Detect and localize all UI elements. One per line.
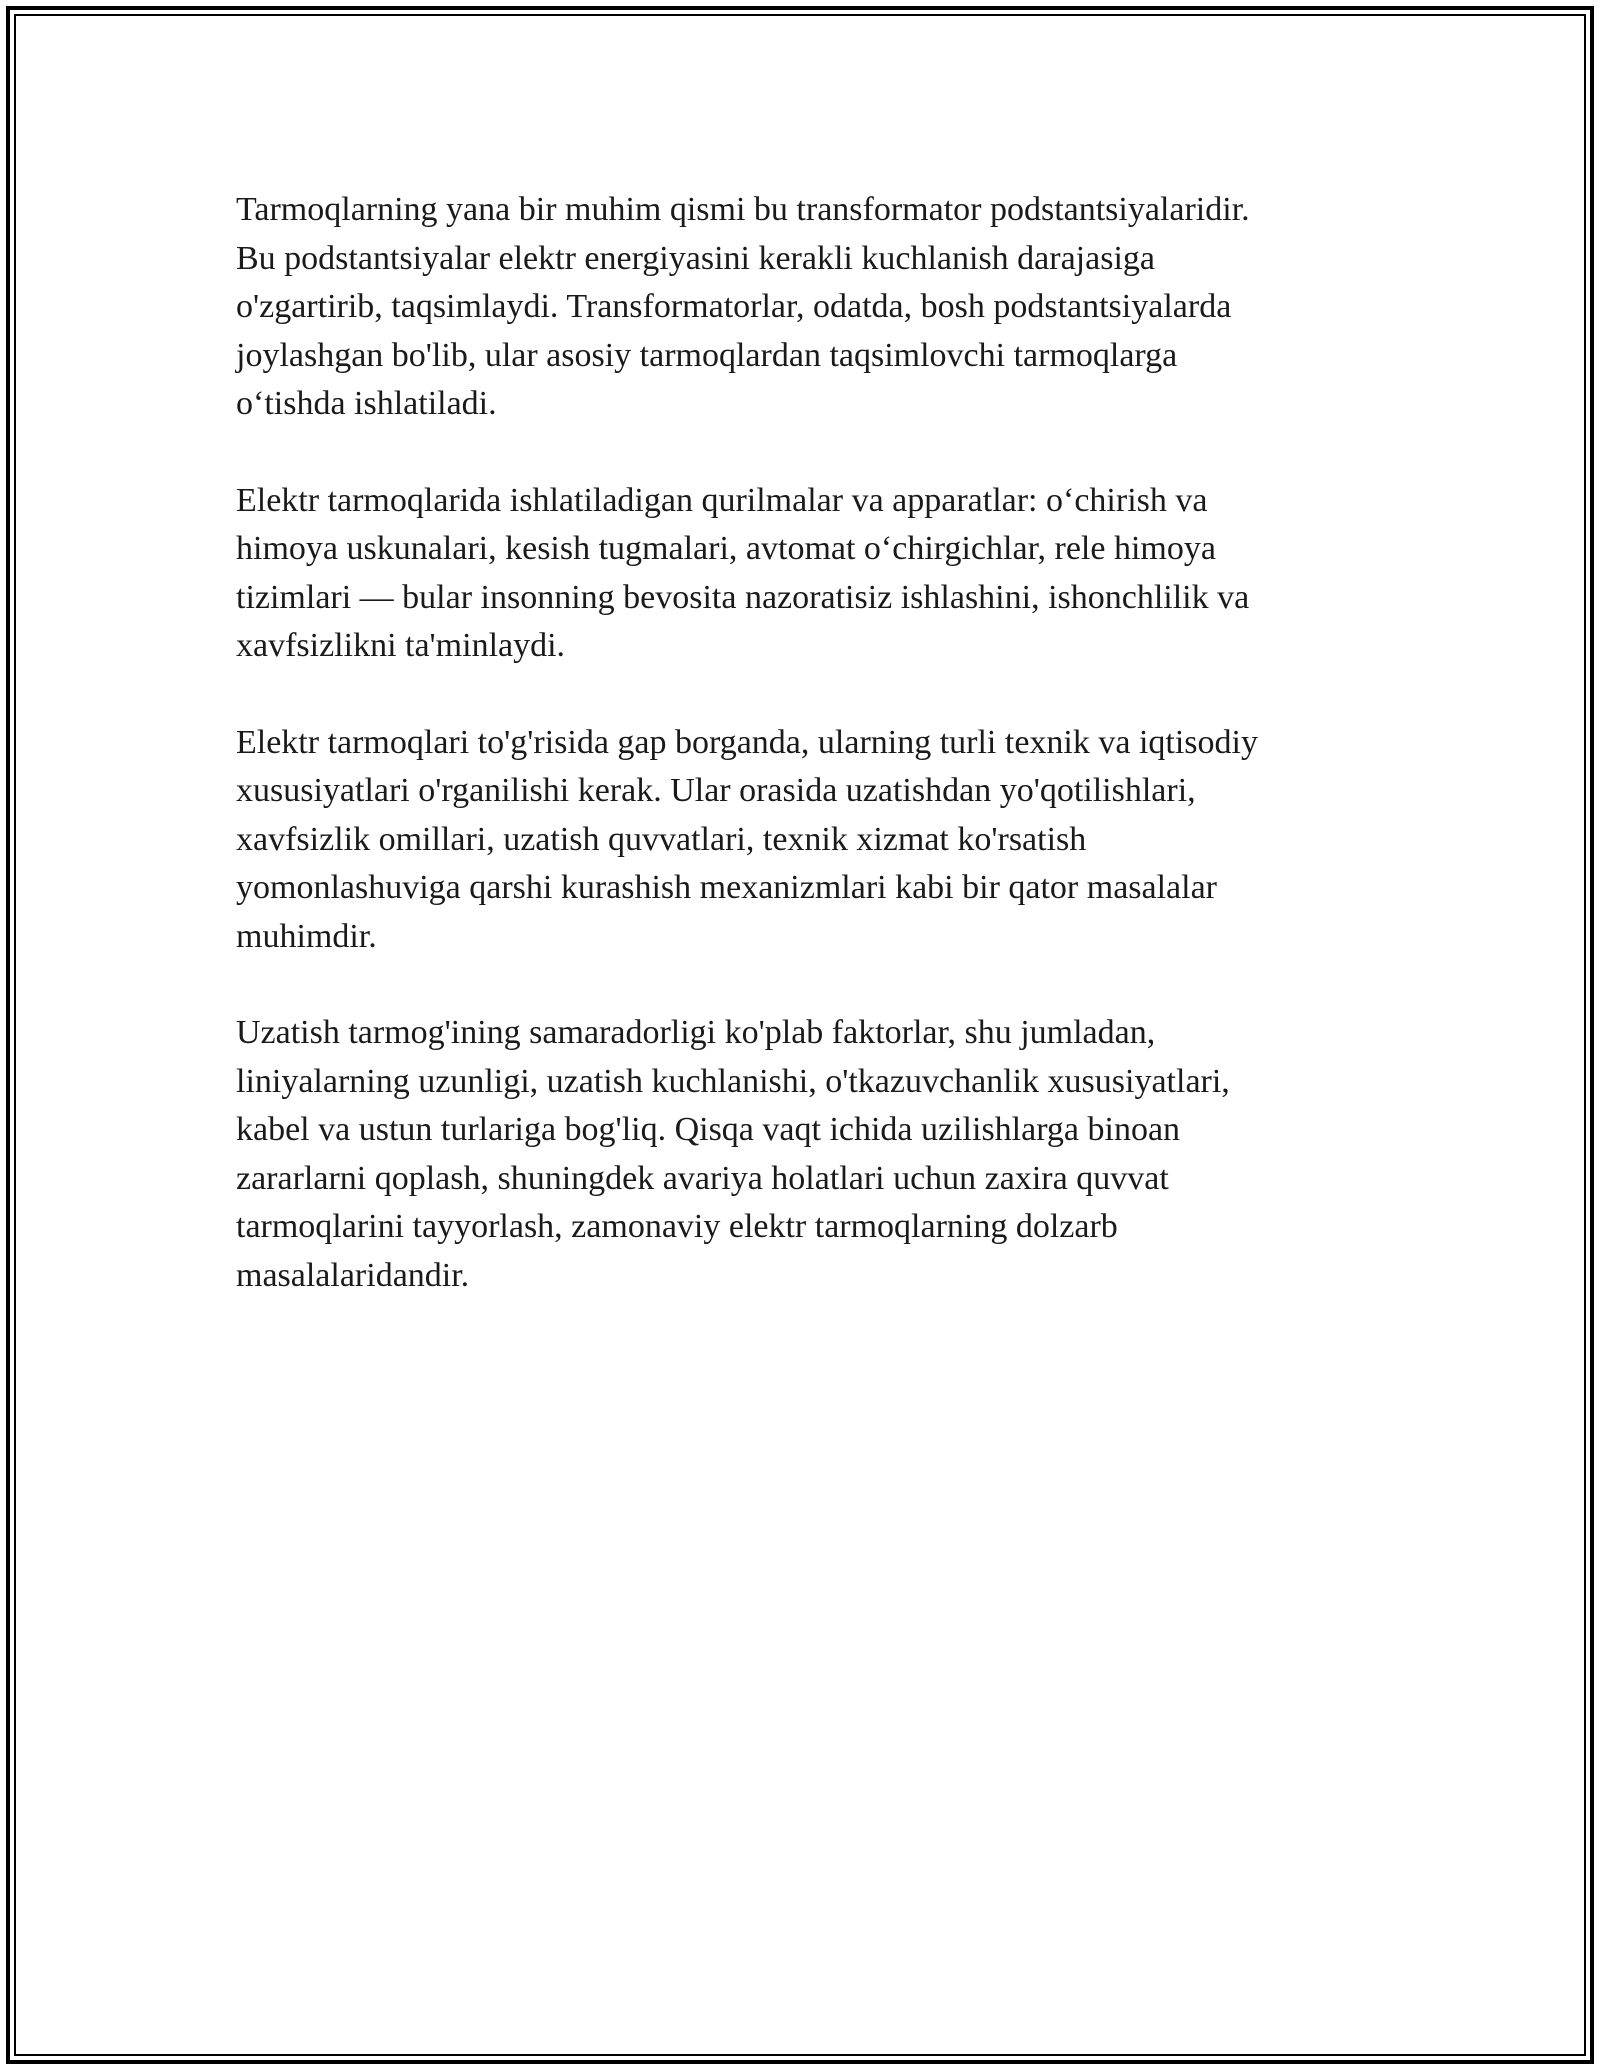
paragraph-network-characteristics: Elektr tarmoqlari to'g'risida gap borganda, ularning turli texnik va iqtisodiy xususiyatlari o'rganilishi kerak. Ular orasida uzatishdan yo'qotilishlari, xavfsizlik omillari, uzatish quvvatlari, texnik xizmat ko'rsatish yomonlashuviga qarshi kurashish mexanizmlari kabi bir qator masalalar muhimdir. [236, 723, 1258, 955]
document-body [236, 186, 1376, 1348]
paragraph-transmission-efficiency: Uzatish tarmog'ining samaradorligi ko'plab faktorlar, shu jumladan, liniyalarning uzunligi, uzatish kuchlanishi, o'tkazuvchanlik xususiyatlari, kabel va ustun turlariga bog'liq. Qisqa vaqt ichida uzilishlarga binoan zararlarni qoplash, shuningdek avariya holatlari uchun zaxira quvvat tarmoqlarini tayyorlash, zamonaviy elektr tarmoqlarning dolzarb masalalaridandir. [236, 1014, 1230, 1294]
paragraph-transformer-substations: Tarmoqlarning yana bir muhim qismi bu transformator podstantsiyalaridir. Bu podstantsiyalar elektr energiyasini kerakli kuchlanish darajasiga o'zgartirib, taqsimlaydi. Transformatorlar, odatda, bosh podstantsiyalarda joylashgan bo'lib, ular asosiy tarmoqlardan taqsimlovchi tarmoqlarga o‘tishda ishlatiladi. [236, 191, 1250, 422]
paragraph-protection-devices: Elektr tarmoqlarida ishlatiladigan qurilmalar va apparatlar: o‘chirish va himoya uskunalari, kesish tugmalari, avtomat o‘chirgichlar, rele himoya tizimlari — bular insonning bevosita nazoratisiz ishlashini, ishonchlilik va xavfsizlikni ta'minlaydi. [236, 481, 1250, 664]
